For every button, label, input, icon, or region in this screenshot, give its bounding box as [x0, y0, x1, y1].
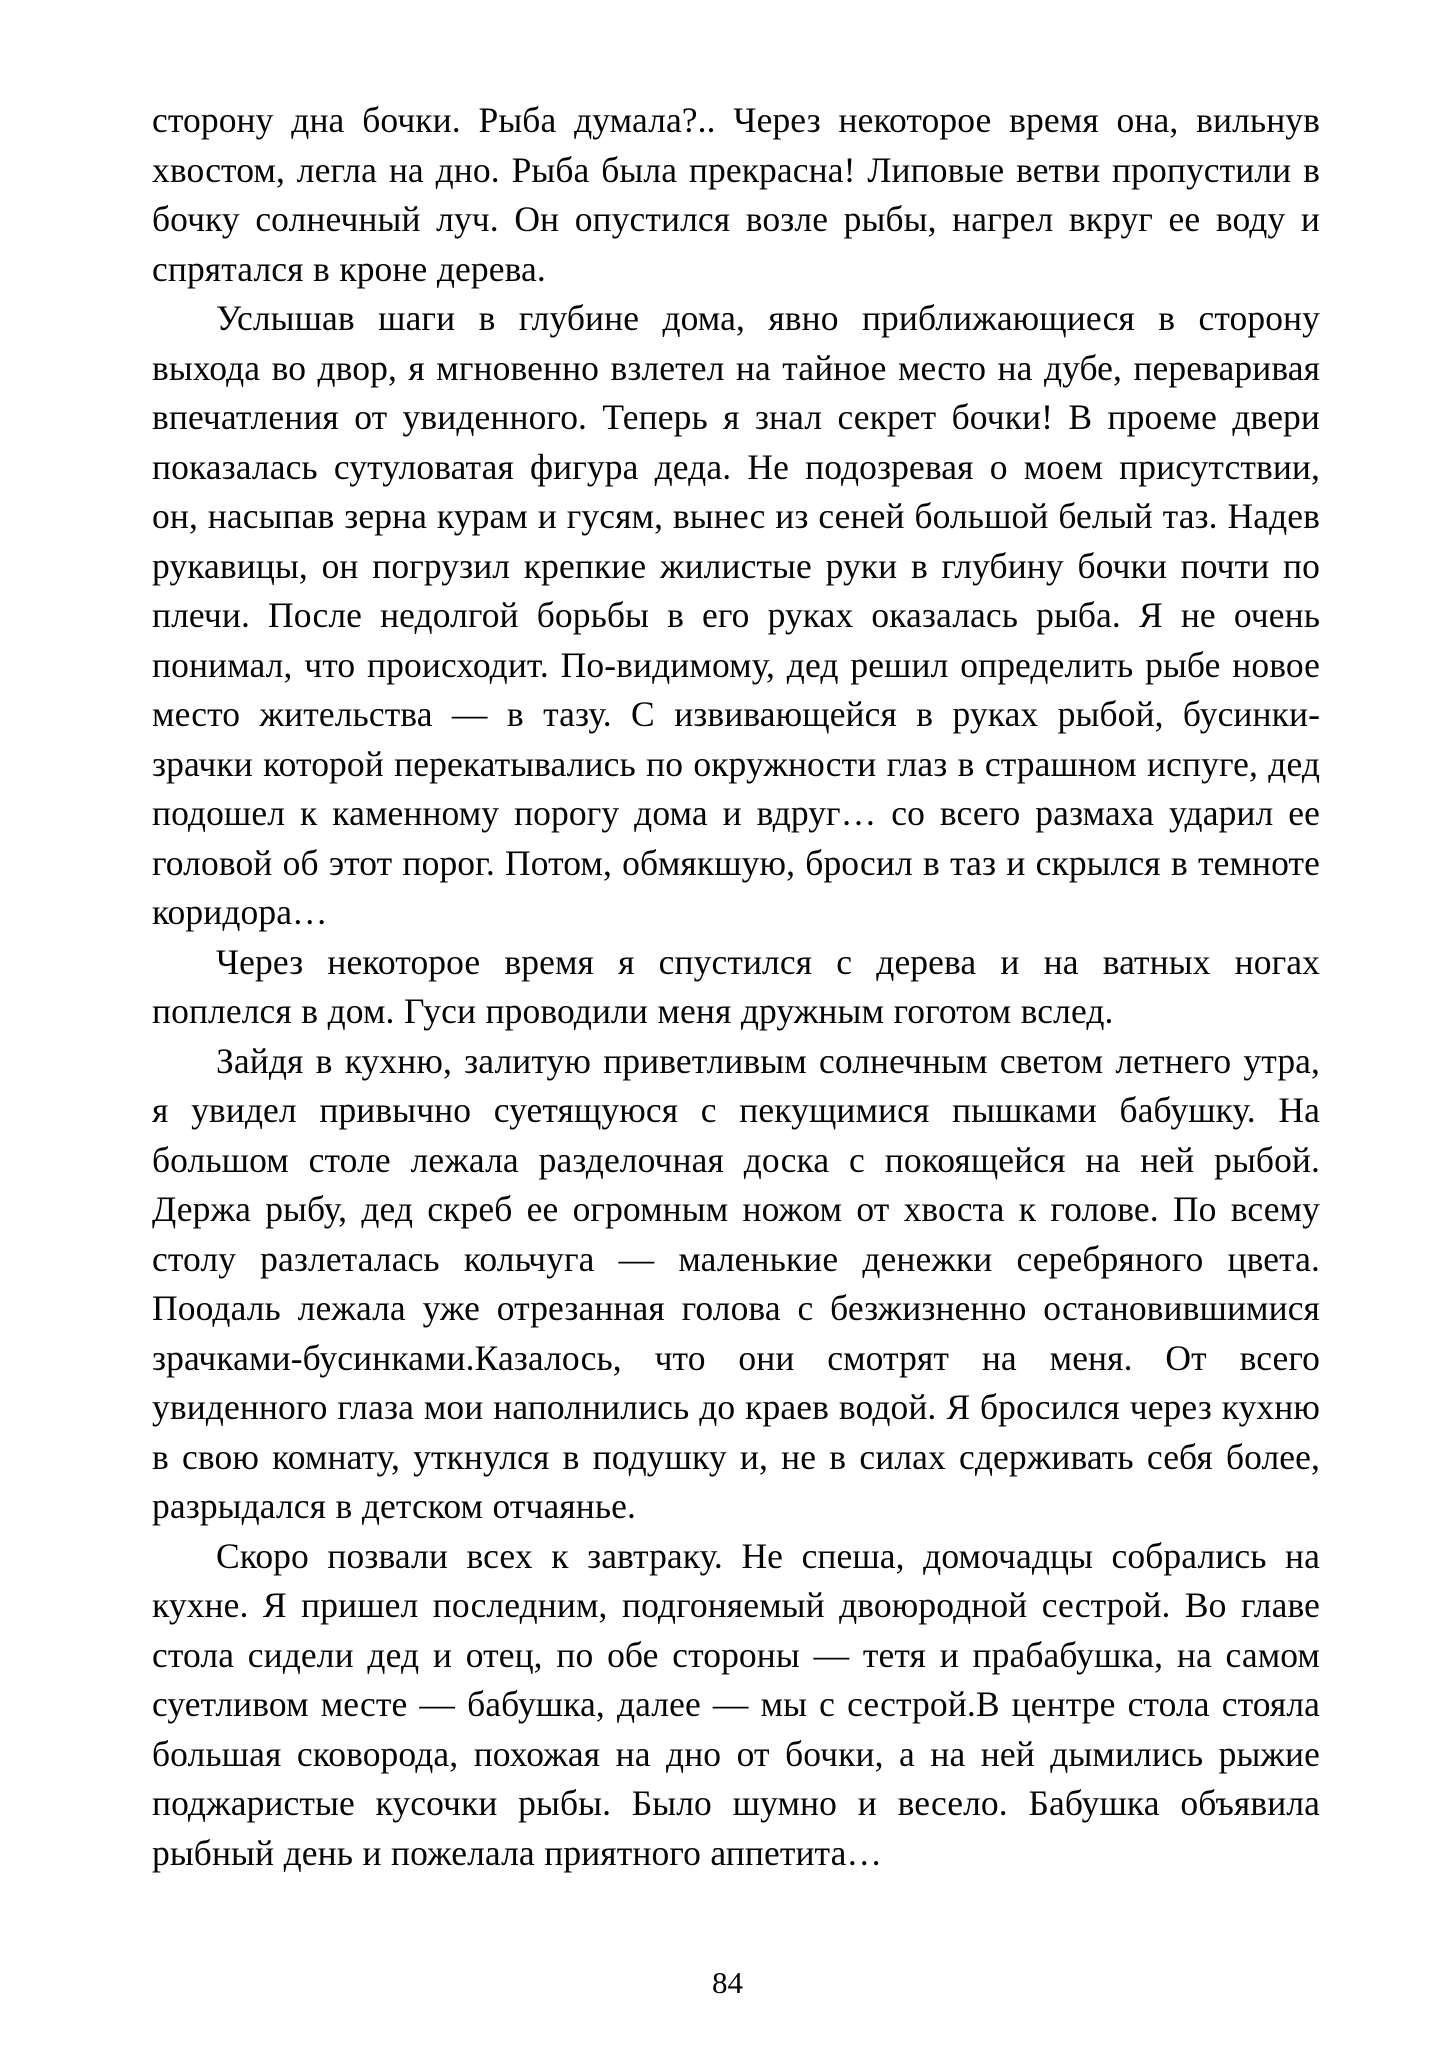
paragraph-2: Услышав шаги в глубине дома, явно приближающиеся в сторону выхода во двор, я мгновенно взлетел на тайное место на дубе, переваривая впечатления от увиденного. Теперь я знал секрет бочки! В проеме двери показалась сутуловатая фигура деда. Не подозревая о моем присутствии, он, насыпав зерна курам и гусям, вынес из сеней большой белый таз. Надев рукавицы, он погрузил крепкие жилистые руки в глубину бочки почти по плечи. После недолгой борьбы в его руках оказалась рыба. Я не очень понимал, что происходит. По-видимому, дед решил определить рыбе новое место жительства — в тазу. С извивающейся в руках рыбой, бусинки-зрачки которой перекатывались по окружности глаз в страшном испуге, дед подошел к каменному порогу дома и вдруг… со всего размаха ударил ее головой об этот порог. Потом, обмякшую, бросил в таз и скрылся в темноте коридора…: [152, 298, 1320, 932]
paragraph-3: Через некоторое время я спустился с дерева и на ватных ногах поплелся в дом. Гуси проводили меня дружным гоготом вслед.: [152, 941, 1320, 1031]
paragraph-1: сторону дна бочки. Рыба думала?.. Через некоторое время она, вильнув хвостом, легла на дно. Рыба была прекрасна! Липовые ветви пропустили в бочку солнечный луч. Он опустился возле рыбы, нагрел вкруг ее воду и спрятался в кроне дерева.: [152, 100, 1320, 289]
page-number: 84: [712, 1965, 743, 2000]
body-text-column: [152, 96, 1320, 1878]
paragraph-5: Скоро позвали всех к завтраку. Не спеша, домочадцы собрались на кухне. Я пришел последним, подгоняемый двоюродной сестрой. Во главе стола сидели дед и отец, по обе стороны — тетя и прабабушка, на самом суетливом месте — бабушка, далее — мы с сестрой.В центре стола стояла большая сковорода, похожая на дно от бочки, а на ней дымились рыжие поджаристые кусочки рыбы. Было шумно и весело. Бабушка объявила рыбный день и пожелала приятного аппетита…: [152, 1535, 1320, 1873]
paragraph-4: Зайдя в кухню, залитую приветливым солнечным светом летнего утра, я увидел привычно суетящуюся с пекущимися пышками бабушку. На большом столе лежала разделочная доска с покоящейся на ней рыбой. Держа рыбу, дед скреб ее огромным ножом от хвоста к голове. По всему столу разлеталась кольчуга — маленькие денежки серебряного цвета. Поодаль лежала уже отрезанная голова с безжизненно остановившимися зрачками-бусинками.Казалось, что они смотрят на меня. От всего увиденного глаза мои наполнились до краев водой. Я бросился через кухню в свою комнату, уткнулся в подушку и, не в силах сдерживать себя более, разрыдался в детском отчаянье.: [152, 1040, 1320, 1526]
